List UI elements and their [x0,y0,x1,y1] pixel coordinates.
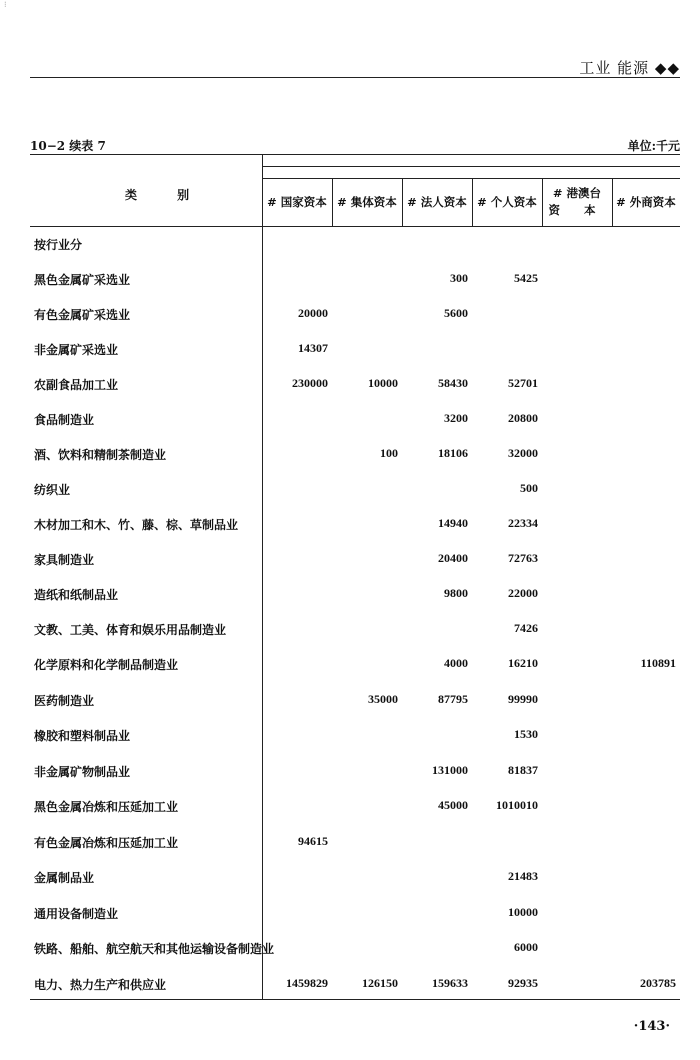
table-sub-rule [262,166,680,167]
table-cell: 203785 [640,976,676,990]
table-cell: 45000 [438,798,468,812]
row-label: 有色金属冶炼和压延加工业 [34,836,179,850]
header-bottom-rule [30,226,680,227]
running-header: 工业 能源 ◆◆ [579,59,680,77]
table-cell: 5600 [444,306,468,320]
table-cell: 94615 [298,834,328,848]
row-label: 家具制造业 [34,553,95,567]
row-label: 酒、饮料和精制茶制造业 [34,448,167,462]
table-cell: 159633 [432,976,468,990]
table-cell: 126150 [362,976,398,990]
table-cell: 22334 [508,516,538,530]
unit-label: 单位:千元 [627,139,680,153]
table-cell: 81837 [508,763,538,777]
category-header: 类 别 [125,188,208,202]
table-cell: 300 [450,271,468,285]
table-cell: 1530 [514,727,538,741]
page-number: ·143· [633,1019,670,1034]
row-label: 木材加工和木、竹、藤、棕、草制品业 [34,518,239,532]
column-header-line: # 个人资本 [477,194,537,209]
table-cell: 20800 [508,411,538,425]
column-header [472,178,542,226]
table-cell: 35000 [368,692,398,706]
table-cell: 1459829 [286,976,328,990]
column-header [332,178,402,226]
column-header [402,178,472,226]
header-rule [30,77,680,78]
table-cell: 22000 [508,586,538,600]
table-cell: 5425 [514,271,538,285]
table-cell: 9800 [444,586,468,600]
row-label: 电力、热力生产和供应业 [34,978,167,992]
row-label: 非金属矿采选业 [34,343,119,357]
row-label: 铁路、船舶、航空航天和其他运输设备制造业 [34,942,275,956]
row-label: 食品制造业 [34,413,95,427]
table-top-rule [30,154,680,155]
row-label: 黑色金属冶炼和压延加工业 [34,800,179,814]
row-label: 有色金属矿采选业 [34,308,131,322]
table-cell: 10000 [368,376,398,390]
table-cell: 6000 [514,940,538,954]
column-header [612,178,680,226]
table-cell: 500 [520,481,538,495]
stub-divider [262,154,263,999]
table-cell: 52701 [508,376,538,390]
table-cell: 16210 [508,656,538,670]
row-label: 化学原料和化学制品制造业 [34,658,179,672]
table-cell: 3200 [444,411,468,425]
table-cell: 20400 [438,551,468,565]
table-cell: 131000 [432,763,468,777]
column-header-line: 资 本 [548,203,606,217]
corner-mark: ⁝ [4,0,7,9]
row-label: 非金属矿物制品业 [34,765,131,779]
column-header-line: # 集体资本 [337,194,397,209]
table-id: 10−2 续表 7 [30,139,106,153]
row-label: 纺织业 [34,483,71,497]
table-cell: 14940 [438,516,468,530]
table-cell: 99990 [508,692,538,706]
table-cell: 4000 [444,656,468,670]
table-cell: 1010010 [496,798,538,812]
row-label: 按行业分 [34,238,83,252]
column-header-line: # 法人资本 [407,194,467,209]
table-cell: 18106 [438,446,468,460]
table-cell: 20000 [298,306,328,320]
table-cell: 7426 [514,621,538,635]
table-cell: 14307 [298,341,328,355]
row-label: 农副食品加工业 [34,378,119,392]
table-cell: 58430 [438,376,468,390]
column-header-line: # 外商资本 [616,194,676,209]
row-label: 文教、工美、体育和娱乐用品制造业 [34,623,227,637]
table-cell: 100 [380,446,398,460]
table-cell: 110891 [640,656,676,670]
row-label: 金属制品业 [34,871,95,885]
table-cell: 230000 [292,376,328,390]
table-cell: 21483 [508,869,538,883]
table-cell: 32000 [508,446,538,460]
table-bottom-rule [30,999,680,1000]
column-header-line: # 港澳台 [552,186,602,200]
table-cell: 10000 [508,905,538,919]
row-label: 医药制造业 [34,694,95,708]
row-label: 橡胶和塑料制品业 [34,729,131,743]
table-cell: 87795 [438,692,468,706]
column-header [262,178,332,226]
column-header [542,178,612,226]
row-label: 造纸和纸制品业 [34,588,119,602]
row-label: 通用设备制造业 [34,907,119,921]
table-cell: 72763 [508,551,538,565]
column-header-line: # 国家资本 [267,194,327,209]
row-label: 黑色金属矿采选业 [34,273,131,287]
table-cell: 92935 [508,976,538,990]
